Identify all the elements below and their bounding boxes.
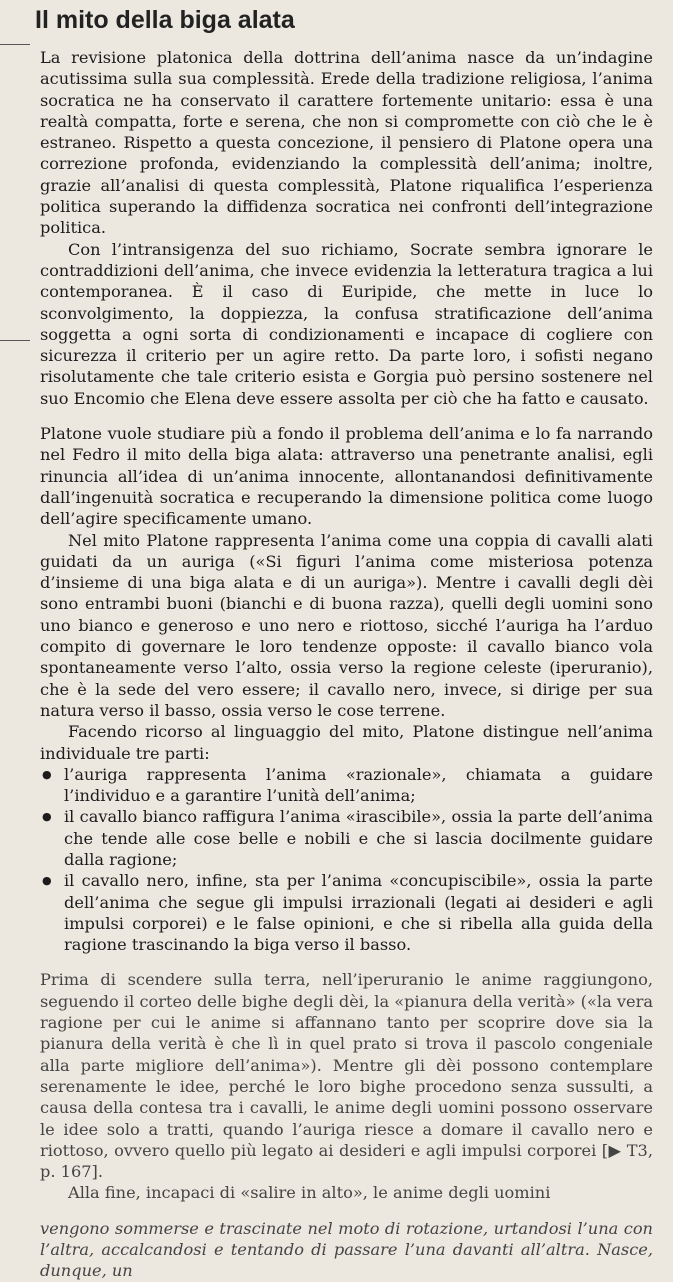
list-item: ● il cavallo nero, infine, sta per l’anima «concupiscibile», ossia la parte dell’anima che segue gli impulsi irrazionali (legati ai desideri e agli impulsi corporei) e le false opinioni, e che si ribella alla guida della ragione trascinando la biga verso il basso. (64, 870, 653, 955)
paragraph-fedro: Platone vuole studiare più a fondo il problema dell’anima e lo fa narrando nel Fedro il mito della biga alata: attraverso una penetrante analisi, egli rinuncia all’idea di un’anima innocente, allontanandosi definitivamente dall’ingenuità socratica e recuperando la dimensione politica come luogo dell’agire specificamente umano. (40, 424, 653, 529)
margin-rule (0, 340, 30, 341)
soul-parts-list (40, 764, 653, 956)
paragraph-three-parts: Facendo ricorso al linguaggio del mito, Platone distingue nell’anima individuale tre parti: (40, 722, 653, 763)
paragraph-iperuranio: Prima di scendere sulla terra, nell’iperuranio le anime raggiungono, seguendo il corteo delle bighe degli dèi, la «pianura della verità» («la vera ragione per cui le anime si affannano tanto per scoprire dove sia la pianura della verità è che lì in quel prato si trova il pascolo congeniale alla parte migliore dell’anima»). Mentre gli dèi possono contemplare serenamente le idee, perché le loro bighe procedono senza sussulti, a causa della contesa tra i cavalli, le anime degli uomini possono osservare le idee solo a tratti, quando l’auriga riesce a domare il cavallo nero e riottoso, ovvero quello più legato ai desideri e agli impulsi corporei [▶ T3, p. 167]. (40, 970, 653, 1182)
paragraph-end: Alla fine, incapaci di «salire in alto», le anime degli uomini (68, 1183, 551, 1203)
margin-rule (0, 44, 30, 45)
paragraph-contradictions: Con l’intransigenza del suo richiamo, Socrate sembra ignorare le contraddizioni dell’anima, che invece evidenzia la letteratura tragica a lui contemporanea. È il caso di Euripide, che mette in luce lo sconvolgimento, la doppiezza, la confusa stratificazione dell’anima soggetta a ogni sorta di condizionamenti e incapace di cogliere con sicurezza il criterio per un agire retto. Da parte loro, i sofisti negano risolutamente che tale criterio esista e Gorgia può persino sostenere nel suo Encomio che Elena deve essere assolta per ciò che ha fatto e causato. (40, 239, 653, 408)
list-item: ● il cavallo bianco raffigura l’anima «irascibile», ossia la parte dell’anima che tende alle cose belle e nobili e che si lascia docilmente guidare dalla ragione; (64, 806, 653, 870)
quote-continuation: vengono sommerse e trascinate nel moto di rotazione, urtandosi l’una con l’altra, accalcandosi e tentando di passare l’una davanti all’altra. Nasce, dunque, un (40, 1218, 653, 1281)
paragraph-intro: La revisione platonica della dottrina dell’anima nasce da un’indagine acutissima sulla sua complessità. Erede della tradizione religiosa, l’anima socratica ne ha conservato il carattere fortemente unitario: essa è una realtà compatta, forte e serena, che non si compromette con ciò che le è estraneo. Rispetto a questa concezione, il pensiero di Platone opera una correzione profonda, evidenziando la complessità dell’anima; inoltre, grazie all’analisi di questa complessità, Platone riqualifica l’esperienza politica superando la diffidenza socratica nei confronti dell’integrazione politica. (40, 48, 653, 238)
page-title: Il mito della biga alata (35, 6, 295, 34)
paragraph-myth: Nel mito Platone rappresenta l’anima come una coppia di cavalli alati guidati da un auriga («Si figuri l’anima come misteriosa potenza d’insieme di una biga alata e di un auriga»). Mentre i cavalli degli dèi sono entrambi buoni (bianchi e di buona razza), quelli degli uomini sono uno bianco e generoso e uno nero e riottoso, sicché l’auriga ha l’arduo compito di governare le loro tendenze opposte: il cavallo bianco vola spontaneamente verso l’alto, ossia verso la regione celeste (iperuranio), che è la sede del vero essere; il cavallo nero, invece, si dirige per sua natura verso il basso, ossia verso le cose terrene. (40, 530, 653, 720)
list-item: ● l’auriga rappresenta l’anima «razionale», chiamata a guidare l’individuo e a garantire l’unità dell’anima; (64, 764, 653, 807)
